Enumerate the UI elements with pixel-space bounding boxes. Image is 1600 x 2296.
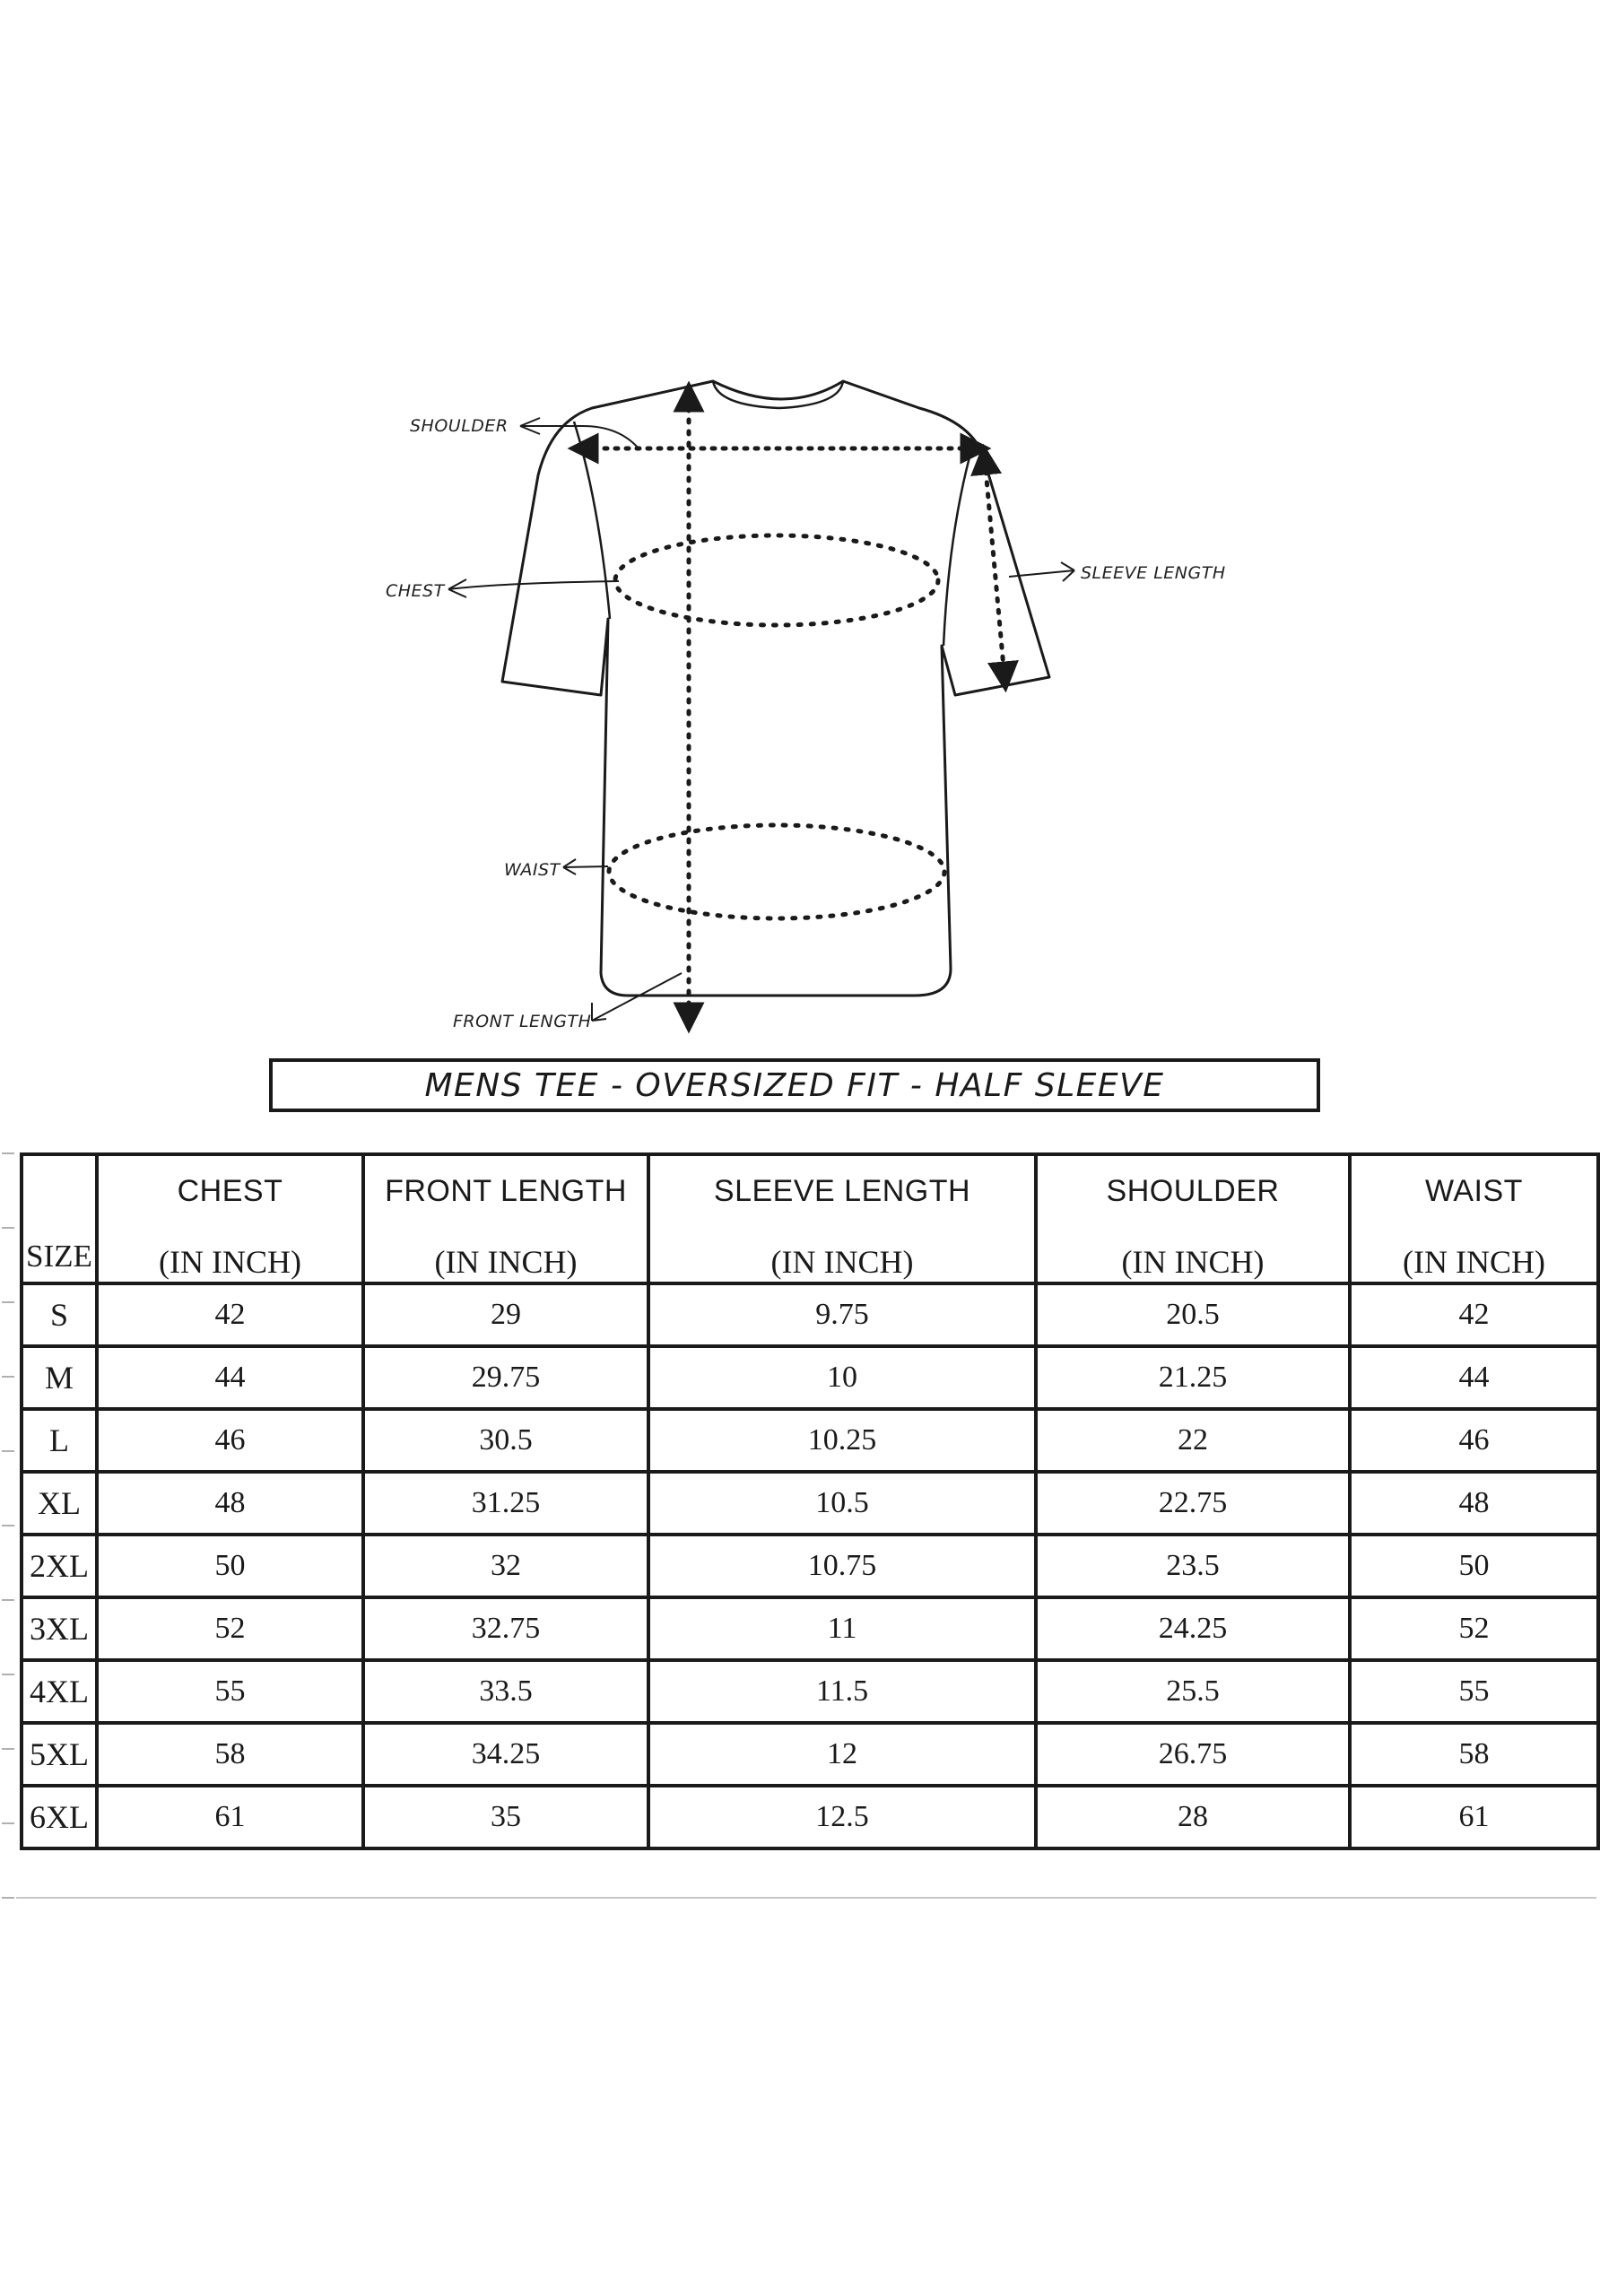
column-header-name: CHEST xyxy=(177,1174,283,1208)
column-header-unit: (IN INCH) xyxy=(159,1244,301,1280)
measurement-cell: 35 xyxy=(363,1786,648,1848)
sleeve-length-label: SLEEVE LENGTH xyxy=(1081,563,1226,583)
waist-pointer xyxy=(563,859,608,874)
measurement-cell: 55 xyxy=(1350,1660,1598,1723)
waist-label: WAIST xyxy=(504,860,561,880)
measurement-cell: 9.75 xyxy=(648,1283,1036,1346)
column-header-name: SHOULDER xyxy=(1106,1174,1280,1208)
column-header-name: FRONT LENGTH xyxy=(385,1174,627,1208)
measurement-cell: 22.75 xyxy=(1036,1472,1350,1535)
chest-measure-ellipse xyxy=(615,535,938,625)
size-cell: 5XL xyxy=(22,1723,97,1786)
left-edge-ticks xyxy=(0,1152,20,1897)
size-cell: 6XL xyxy=(22,1786,97,1848)
table-row xyxy=(22,1786,1598,1848)
size-header-label: SIZE xyxy=(26,1239,92,1274)
measurement-cell: 32 xyxy=(363,1535,648,1597)
size-cell: M xyxy=(22,1346,97,1409)
table-row xyxy=(22,1346,1598,1409)
column-header-unit: (IN INCH) xyxy=(770,1244,914,1280)
table-row xyxy=(22,1472,1598,1535)
measurement-cell: 10.75 xyxy=(648,1535,1036,1597)
measurement-cell: 52 xyxy=(97,1597,363,1660)
measurement-cell: 50 xyxy=(1350,1535,1598,1597)
column-header-unit: (IN INCH) xyxy=(434,1244,578,1280)
size-cell: S xyxy=(22,1283,97,1346)
size-cell: 3XL xyxy=(22,1597,97,1660)
size-cell: 2XL xyxy=(22,1535,97,1597)
column-header-name: SLEEVE LENGTH xyxy=(713,1174,971,1208)
measurement-cell: 25.5 xyxy=(1036,1660,1350,1723)
measurement-cell: 48 xyxy=(1350,1472,1598,1535)
table-row xyxy=(22,1660,1598,1723)
column-header-shoulder xyxy=(1036,1154,1350,1283)
measurement-cell: 61 xyxy=(97,1786,363,1848)
measurement-cell: 50 xyxy=(97,1535,363,1597)
column-header-waist xyxy=(1350,1154,1598,1283)
measurement-cell: 23.5 xyxy=(1036,1535,1350,1597)
chest-label: CHEST xyxy=(386,581,445,601)
size-cell: XL xyxy=(22,1472,97,1535)
edge-tick xyxy=(2,1674,14,1675)
bottom-divider xyxy=(16,1897,1596,1899)
edge-tick xyxy=(2,1301,14,1303)
edge-tick xyxy=(2,1376,14,1378)
edge-tick xyxy=(2,1450,14,1452)
measurement-cell: 46 xyxy=(1350,1409,1598,1472)
column-header-chest xyxy=(97,1154,363,1283)
table-row xyxy=(22,1723,1598,1786)
table-row xyxy=(22,1535,1598,1597)
waist-measure-ellipse xyxy=(609,825,944,918)
right-armhole-seam xyxy=(943,444,973,646)
measurement-cell: 29 xyxy=(363,1283,648,1346)
edge-tick xyxy=(2,1748,14,1750)
edge-tick xyxy=(2,1897,14,1899)
shoulder-label: SHOULDER xyxy=(410,416,509,436)
measurement-cell: 61 xyxy=(1350,1786,1598,1848)
measurement-cell: 20.5 xyxy=(1036,1283,1350,1346)
table-row xyxy=(22,1409,1598,1472)
tshirt-outline xyxy=(502,381,1049,996)
measurement-cell: 11 xyxy=(648,1597,1036,1660)
table-header-row xyxy=(22,1154,1598,1283)
edge-tick xyxy=(2,1525,14,1526)
edge-tick xyxy=(2,1822,14,1824)
size-cell: 4XL xyxy=(22,1660,97,1723)
column-header-front-length xyxy=(363,1154,648,1283)
measurement-cell: 24.25 xyxy=(1036,1597,1350,1660)
measurement-cell: 42 xyxy=(1350,1283,1598,1346)
column-header-name: WAIST xyxy=(1425,1174,1523,1208)
left-armhole-seam xyxy=(574,422,610,619)
measurement-cell: 55 xyxy=(97,1660,363,1723)
measurement-cell: 11.5 xyxy=(648,1660,1036,1723)
measurement-cell: 58 xyxy=(1350,1723,1598,1786)
measurement-cell: 46 xyxy=(97,1409,363,1472)
chest-pointer xyxy=(448,579,619,597)
size-chart-title-box xyxy=(269,1058,1320,1112)
tshirt-collar xyxy=(713,381,843,408)
measurement-cell: 12 xyxy=(648,1723,1036,1786)
size-chart-title: MENS TEE - OVERSIZED FIT - HALF SLEEVE xyxy=(424,1066,1165,1104)
size-column-header xyxy=(22,1154,97,1283)
edge-tick xyxy=(2,1152,14,1154)
tshirt-measurement-diagram xyxy=(0,0,1600,1049)
measurement-cell: 28 xyxy=(1036,1786,1350,1848)
measurement-cell: 12.5 xyxy=(648,1786,1036,1848)
measurement-cell: 32.75 xyxy=(363,1597,648,1660)
measurement-cell: 42 xyxy=(97,1283,363,1346)
measurement-cell: 58 xyxy=(97,1723,363,1786)
measurement-cell: 21.25 xyxy=(1036,1346,1350,1409)
measurement-cell: 10 xyxy=(648,1346,1036,1409)
table-row xyxy=(22,1597,1598,1660)
size-cell: L xyxy=(22,1409,97,1472)
size-chart-table xyxy=(20,1152,1600,1850)
edge-tick xyxy=(2,1227,14,1229)
edge-tick xyxy=(2,1599,14,1601)
table-row xyxy=(22,1283,1598,1346)
column-header-sleeve-length xyxy=(648,1154,1036,1283)
measurement-cell: 34.25 xyxy=(363,1723,648,1786)
measurement-cell: 48 xyxy=(97,1472,363,1535)
measurement-cell: 33.5 xyxy=(363,1660,648,1723)
measurement-cell: 10.25 xyxy=(648,1409,1036,1472)
column-header-unit: (IN INCH) xyxy=(1121,1244,1265,1280)
column-header-unit: (IN INCH) xyxy=(1403,1244,1545,1280)
measurement-cell: 52 xyxy=(1350,1597,1598,1660)
measurement-cell: 26.75 xyxy=(1036,1723,1350,1786)
front-length-label: FRONT LENGTH xyxy=(453,1012,592,1031)
measurement-cell: 10.5 xyxy=(648,1472,1036,1535)
measurement-cell: 31.25 xyxy=(363,1472,648,1535)
measurement-cell: 29.75 xyxy=(363,1346,648,1409)
measurement-cell: 22 xyxy=(1036,1409,1350,1472)
measurement-cell: 44 xyxy=(1350,1346,1598,1409)
table-body xyxy=(22,1283,1598,1848)
measurement-cell: 30.5 xyxy=(363,1409,648,1472)
measurement-cell: 44 xyxy=(97,1346,363,1409)
